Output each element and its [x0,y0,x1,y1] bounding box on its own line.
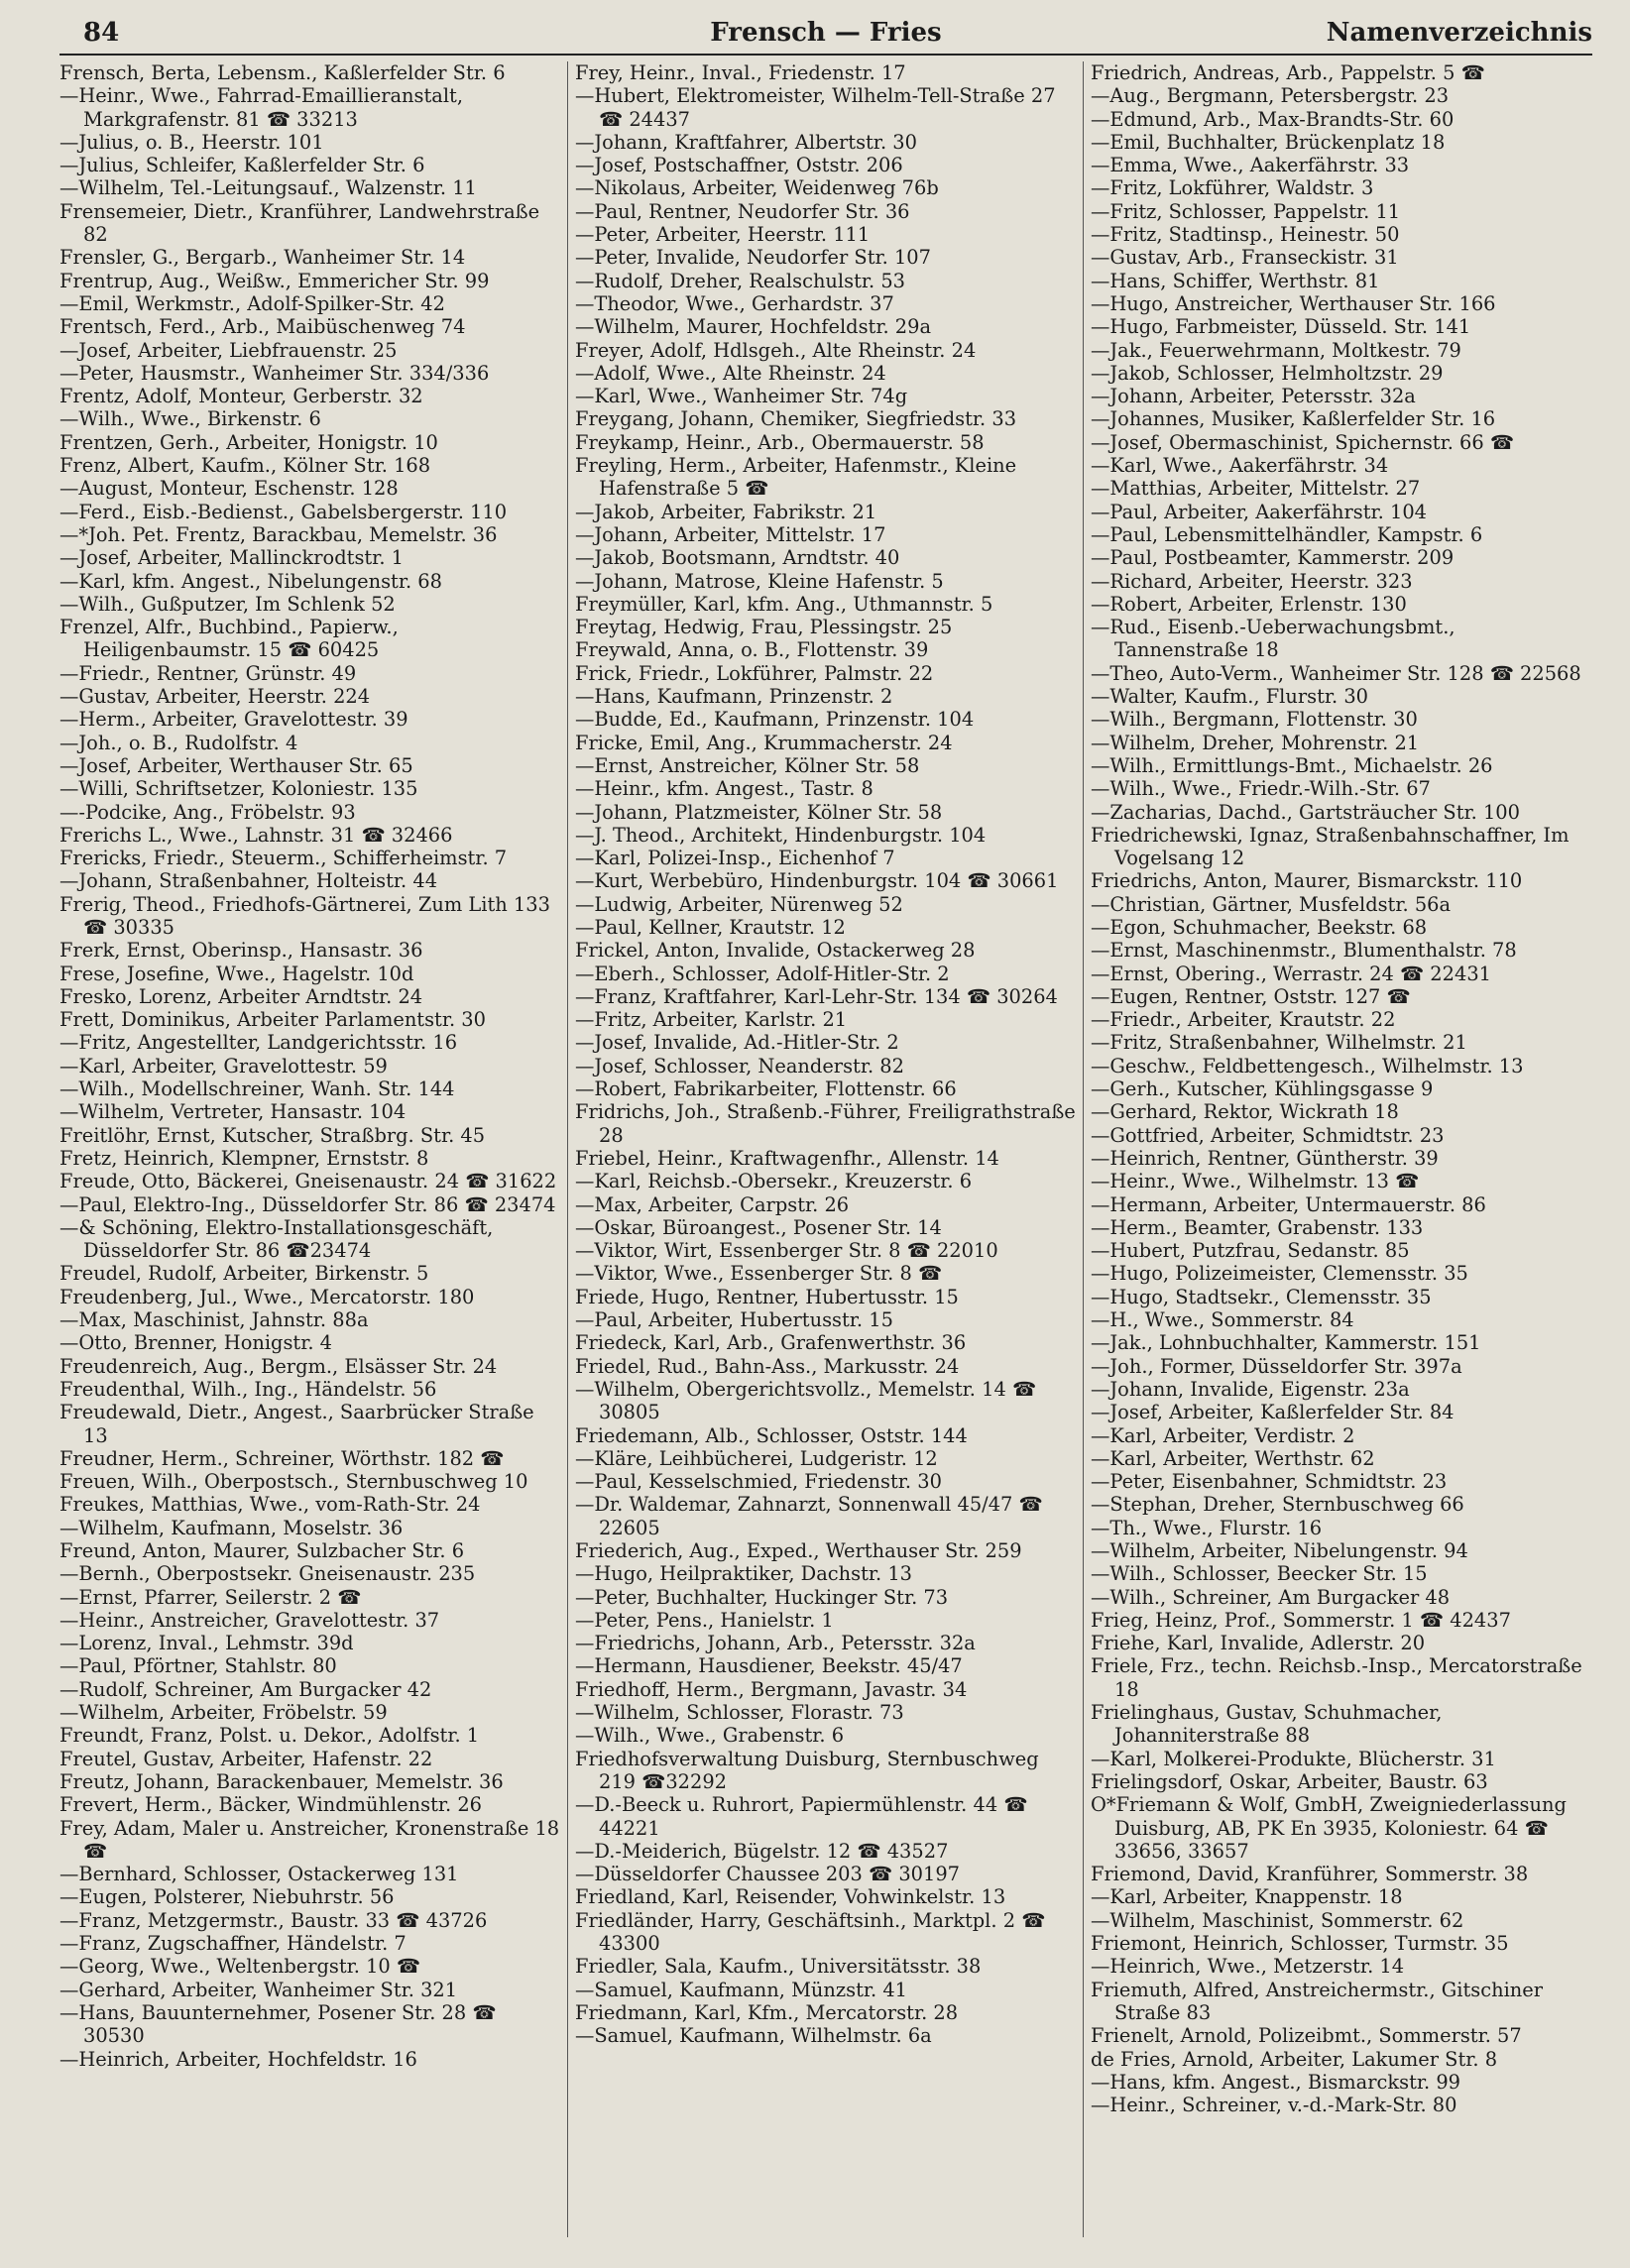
directory-entry: Freudenreich, Aug., Bergm., Elsässer Str. 24 [59,1354,498,1378]
directory-entry: —Johann, Matrose, Kleine Hafenstr. 5 [575,569,944,593]
directory-entry: —Jak., Lohnbuchhalter, Kammerstr. 151 [1091,1331,1481,1355]
directory-entry: —Hugo, Heilpraktiker, Dachstr. 13 [575,1562,913,1586]
directory-entry: —Hugo, Farbmeister, Düsseld. Str. 141 [1091,315,1471,339]
directory-entry: —Herm., Arbeiter, Gravelottestr. 39 [59,708,408,732]
directory-entry: —Samuel, Kaufmann, Wilhelmstr. 6a [575,2024,932,2048]
directory-entry: —Karl, Arbeiter, Gravelottestr. 59 [59,1054,388,1077]
directory-entry: —Paul, Rentner, Neudorfer Str. 36 [575,199,910,223]
directory-entry: Frielinghaus, Gustav, Schuhmacher, Johanniterstraße 88 [1091,1701,1443,1748]
directory-entry: —Josef, Arbeiter, Werthauser Str. 65 [59,753,413,777]
directory-entry: —Franz, Zugschaffner, Händelstr. 7 [59,1932,407,1956]
directory-entry: Freymüller, Karl, kfm. Ang., Uthmannstr. 5 [575,592,993,616]
directory-entry: —Heinrich, Wwe., Metzerstr. 14 [1091,1955,1405,1979]
directory-entry: —Gustav, Arb., Franseckistr. 31 [1091,246,1399,270]
directory-entry: Frenzel, Alfr., Buchbind., Papierw., Heiligenbaumstr. 15 ☎ 60425 [59,616,399,662]
column-divider [567,61,568,2237]
directory-entry: —Hans, Kaufmann, Prinzenstr. 2 [575,685,893,709]
directory-entry: —Johann, Arbeiter, Petersstr. 32a [1091,385,1416,408]
directory-entry: Frerichs L., Wwe., Lahnstr. 31 ☎ 32466 [59,823,453,847]
directory-entry: —Peter, Hausmstr., Wanheimer Str. 334/336 [59,361,490,385]
directory-entry: Frensemeier, Dietr., Kranführer, Landwehrstraße 82 [59,199,540,247]
directory-entry: —Hubert, Elektromeister, Wilhelm-Tell-Straße 27 ☎ 24437 [575,84,1056,131]
column-1 [59,61,560,2242]
directory-entry: —Johann, Platzmeister, Kölner Str. 58 [575,800,943,824]
directory-entry: —Theo, Auto-Verm., Wanheimer Str. 128 ☎ 22568 [1091,661,1581,685]
directory-entry: Friedmann, Karl, Kfm., Mercatorstr. 28 [575,2000,959,2024]
directory-entry: Friedel, Rud., Bahn-Ass., Markusstr. 24 [575,1354,960,1378]
directory-entry: —Walter, Kaufm., Flurstr. 30 [1091,685,1369,709]
directory-entry: Freudenberg, Jul., Wwe., Mercatorstr. 180 [59,1285,475,1308]
directory-entry: —Hans, kfm. Angest., Bismarckstr. 99 [1091,2070,1460,2094]
directory-entry: —Karl, kfm. Angest., Nibelungenstr. 68 [59,569,442,593]
directory-entry: —Emma, Wwe., Aakerfährstr. 33 [1091,154,1410,177]
directory-entry: —Jak., Feuerwehrmann, Moltkestr. 79 [1091,338,1461,362]
directory-entry: Friedland, Karl, Reisender, Vohwinkelstr. 13 [575,1885,1006,1909]
directory-entry: Frienelt, Arnold, Polizeibmt., Sommerstr. 57 [1091,2024,1522,2048]
directory-entry: —Karl, Reichsb.-Obersekr., Kreuzerstr. 6 [575,1170,973,1193]
directory-entry: —Wilh., Schlosser, Beecker Str. 15 [1091,1562,1428,1586]
directory-entry: —Karl, Polizei-Insp., Eichenhof 7 [575,847,895,870]
directory-entry: —Josef, Arbeiter, Kaßlerfelder Str. 84 [1091,1401,1455,1424]
directory-entry: —Fritz, Straßenbahner, Wilhelmstr. 21 [1091,1031,1467,1055]
directory-entry: —Paul, Arbeiter, Aakerfährstr. 104 [1091,500,1428,523]
directory-entry: Friedrichs, Anton, Maurer, Bismarckstr. 110 [1091,869,1523,893]
directory-entry: —*Joh. Pet. Frentz, Barackbau, Memelstr. 36 [59,522,498,546]
directory-entry: —Gerhard, Rektor, Wickrath 18 [1091,1100,1399,1124]
directory-entry: —Hans, Bauunternehmer, Posener Str. 28 ☎ 30530 [59,2000,497,2048]
column-divider [1083,61,1084,2237]
directory-entry: Friedländer, Harry, Geschäftsinh., Marktpl. 2 ☎ 43300 [575,1908,1046,1956]
directory-entry: —Johann, Straßenbahner, Holteistr. 44 [59,869,438,893]
directory-entry: —Max, Maschinist, Jahnstr. 88a [59,1308,369,1332]
directory-entry: —Otto, Brenner, Honigstr. 4 [59,1331,333,1355]
directory-entry: —Heinr., Schreiner, v.-d.-Mark-Str. 80 [1091,2094,1457,2117]
directory-entry: —Oskar, Büroangest., Posener Str. 14 [575,1215,942,1239]
directory-entry: Friedhoff, Herm., Bergmann, Javastr. 34 [575,1677,968,1701]
directory-entry: —Th., Wwe., Flurstr. 16 [1091,1516,1323,1539]
directory-entry: —Kläre, Leihbücherei, Ludgeristr. 12 [575,1446,938,1470]
section-title: Namenverzeichnis [1326,18,1592,48]
directory-entry: Friedhofsverwaltung Duisburg, Sternbuschweg 219 ☎32292 [575,1747,1039,1793]
directory-entry: —Karl, Wwe., Aakerfährstr. 34 [1091,454,1389,478]
directory-entry: Freygang, Johann, Chemiker, Siegfriedstr. 33 [575,407,1017,431]
directory-entry: —Paul, Postbeamter, Kammerstr. 209 [1091,546,1455,570]
directory-entry: Friemond, David, Kranführer, Sommerstr. 38 [1091,1863,1529,1886]
directory-entry: —Herm., Beamter, Grabenstr. 133 [1091,1215,1424,1239]
directory-entry: —Paul, Kellner, Krautstr. 12 [575,915,846,939]
directory-entry: —Emil, Buchhalter, Brückenplatz 18 [1091,130,1446,154]
directory-entry: —Heinr., Anstreicher, Gravelottestr. 37 [59,1608,440,1632]
directory-entry: —Johann, Arbeiter, Mittelstr. 17 [575,522,886,546]
directory-entry: Friedrichewski, Ignaz, Straßenbahnschaffner, Im Vogelsang 12 [1091,823,1570,870]
directory-entry: —Karl, Arbeiter, Verdistr. 2 [1091,1423,1355,1447]
directory-entry: Frevert, Herm., Bäcker, Windmühlenstr. 26 [59,1793,483,1817]
directory-entry: —Heinr., Wwe., Fahrrad-Emaillieranstalt, Markgrafenstr. 81 ☎ 33213 [59,84,464,131]
directory-entry: —Johannes, Musiker, Kaßlerfelder Str. 16 [1091,407,1496,431]
directory-entry: —D.-Meiderich, Bügelstr. 12 ☎ 43527 [575,1839,949,1863]
page-title: Frensch — Fries [710,18,942,48]
directory-entry: —Josef, Obermaschinist, Spichernstr. 66 ☎ [1091,430,1515,454]
directory-entry: Fresko, Lorenz, Arbeiter Arndtstr. 24 [59,984,423,1008]
directory-entry: —Hans, Schiffer, Werthstr. 81 [1091,269,1380,292]
directory-entry: Frensch, Berta, Lebensm., Kaßlerfelder Str. 6 [59,61,506,84]
directory-entry: —Fritz, Angestellter, Landgerichtsstr. 16 [59,1031,458,1055]
directory-entry: —Gerh., Kutscher, Kühlingsgasse 9 [1091,1077,1434,1101]
directory-entry: —Heinrich, Rentner, Güntherstr. 39 [1091,1146,1439,1170]
directory-entry: —Peter, Buchhalter, Huckinger Str. 73 [575,1585,949,1609]
directory-entry: —Georg, Wwe., Weltenbergstr. 10 ☎ [59,1955,421,1979]
directory-entry: —Friedrichs, Johann, Arb., Petersstr. 32a [575,1632,976,1655]
directory-entry: Frey, Adam, Maler u. Anstreicher, Kronenstraße 18 ☎ [59,1816,560,1863]
directory-entry: —Aug., Bergmann, Petersbergstr. 23 [1091,84,1450,108]
directory-entry: —Fritz, Stadtinsp., Heinestr. 50 [1091,223,1400,247]
directory-entry: —Stephan, Dreher, Sternbuschweg 66 [1091,1493,1464,1517]
directory-entry: Freykamp, Heinr., Arb., Obermauerstr. 58 [575,430,985,454]
directory-entry: —Rudolf, Schreiner, Am Burgacker 42 [59,1677,432,1701]
directory-entry: —Friedr., Rentner, Grünstr. 49 [59,661,357,685]
directory-entry: —Joh., Former, Düsseldorfer Str. 397a [1091,1354,1462,1378]
directory-entry: —Paul, Kesselschmied, Friedenstr. 30 [575,1470,942,1494]
directory-entry: —Wilhelm, Arbeiter, Nibelungenstr. 94 [1091,1539,1468,1562]
directory-entry: Friedemann, Alb., Schlosser, Oststr. 144 [575,1423,968,1447]
directory-entry: —Eugen, Rentner, Oststr. 127 ☎ [1091,984,1411,1008]
directory-entry: —Ludwig, Arbeiter, Nürenweg 52 [575,892,903,916]
directory-entry: —Jakob, Bootsmann, Arndtstr. 40 [575,546,900,570]
directory-entry: —Rud., Eisenb.-Ueberwachungsbmt., Tannenstraße 18 [1091,616,1455,662]
directory-entry: —Edmund, Arb., Max-Brandts-Str. 60 [1091,107,1455,131]
directory-entry: —Bernh., Oberpostsekr. Gneisenaustr. 235 [59,1562,476,1586]
directory-entry: —Budde, Ed., Kaufmann, Prinzenstr. 104 [575,708,975,732]
directory-entry: —Nikolaus, Arbeiter, Weidenweg 76b [575,176,939,200]
directory-entry: —Joh., o. B., Rudolfstr. 4 [59,731,298,754]
directory-entry: —Ernst, Anstreicher, Kölner Str. 58 [575,753,920,777]
directory-entry: —Gottfried, Arbeiter, Schmidtstr. 23 [1091,1123,1445,1147]
directory-entry: —Emil, Werkmstr., Adolf-Spilker-Str. 42 [59,291,445,315]
directory-entry: —Wilhelm, Dreher, Mohrenstr. 21 [1091,731,1420,754]
directory-entry: Frentz, Adolf, Monteur, Gerberstr. 32 [59,385,423,408]
directory-entry: —Viktor, Wwe., Essenberger Str. 8 ☎ [575,1262,943,1286]
directory-entry: Friemuth, Alfred, Anstreichermstr., Gitschiner Straße 83 [1091,1978,1544,2024]
directory-entry: —Josef, Schlosser, Neanderstr. 82 [575,1054,904,1077]
directory-entry: Freund, Anton, Maurer, Sulzbacher Str. 6 [59,1539,465,1562]
directory-entry: —Eberh., Schlosser, Adolf-Hitler-Str. 2 [575,962,950,985]
directory-entry: —Theodor, Wwe., Gerhardstr. 37 [575,291,894,315]
directory-entry: —Robert, Fabrikarbeiter, Flottenstr. 66 [575,1077,957,1101]
directory-entry: Freytag, Hedwig, Frau, Plessingstr. 25 [575,616,953,639]
directory-entry: —Eugen, Polsterer, Niebuhrstr. 56 [59,1885,395,1909]
directory-entry: Freitlöhr, Ernst, Kutscher, Straßbrg. Str. 45 [59,1123,486,1147]
directory-entry: —Fritz, Schlosser, Pappelstr. 11 [1091,199,1401,223]
directory-entry: —Max, Arbeiter, Carpstr. 26 [575,1192,850,1216]
directory-entry: —& Schöning, Elektro-Installationsgeschäft, Düsseldorfer Str. 86 ☎23474 [59,1215,494,1263]
directory-entry: O*Friemann & Wolf, GmbH, Zweigniederlassung Duisburg, AB, PK En 3935, Koloniestr. 64 ☎ 33656, 33657 [1091,1793,1567,1863]
directory-entry: —Zacharias, Dachd., Gartsträucher Str. 100 [1091,800,1520,824]
directory-entry: —Samuel, Kaufmann, Münzstr. 41 [575,1978,908,2001]
directory-entry: —Peter, Eisenbahner, Schmidtstr. 23 [1091,1470,1448,1494]
directory-entry: —Fritz, Lokführer, Waldstr. 3 [1091,176,1374,200]
directory-entry: —Wilhelm, Arbeiter, Fröbelstr. 59 [59,1701,388,1725]
directory-entry: —Wilhelm, Maurer, Hochfeldstr. 29a [575,315,932,339]
directory-entry: —Josef, Arbeiter, Mallinckrodtstr. 1 [59,546,404,570]
directory-entry: Frieg, Heinz, Prof., Sommerstr. 1 ☎ 42437 [1091,1608,1511,1632]
directory-entry: —Wilh., Bergmann, Flottenstr. 30 [1091,708,1418,732]
directory-entry: Friedeck, Karl, Arb., Grafenwerthstr. 36 [575,1331,967,1355]
directory-entry: —Karl, Arbeiter, Knappenstr. 18 [1091,1885,1403,1909]
directory-entry: —Hermann, Arbeiter, Untermauerstr. 86 [1091,1192,1486,1216]
directory-entry: —August, Monteur, Eschenstr. 128 [59,477,399,501]
directory-entry: Friederich, Aug., Exped., Werthauser Str. 259 [575,1539,1022,1562]
directory-entry: —Gustav, Arbeiter, Heerstr. 224 [59,685,371,709]
directory-entry: —Friedr., Arbeiter, Krautstr. 22 [1091,1008,1396,1032]
directory-entry: —Heinr., kfm. Angest., Tastr. 8 [575,777,873,801]
directory-entry: —Wilhelm, Kaufmann, Moselstr. 36 [59,1516,404,1539]
directory-entry: —Ernst, Maschinenmstr., Blumenthalstr. 78 [1091,939,1517,963]
directory-entry: —Heinrich, Arbeiter, Hochfeldstr. 16 [59,2047,417,2071]
directory-entry: Fretz, Heinrich, Klempner, Ernststr. 8 [59,1146,429,1170]
directory-entry: —Wilh., Wwe., Birkenstr. 6 [59,407,321,431]
directory-entry: —D.-Beeck u. Ruhrort, Papiermühlenstr. 44 ☎ 44221 [575,1793,1028,1840]
directory-entry: Friehe, Karl, Invalide, Adlerstr. 20 [1091,1632,1426,1655]
directory-entry: Friedrich, Andreas, Arb., Pappelstr. 5 ☎ [1091,61,1485,84]
directory-entry: —Robert, Arbeiter, Erlenstr. 130 [1091,592,1407,616]
directory-entry: —Franz, Metzgermstr., Baustr. 33 ☎ 43726 [59,1908,488,1932]
directory-entry: —J. Theod., Architekt, Hindenburgstr. 104 [575,823,987,847]
directory-entry: Frielingsdorf, Oskar, Arbeiter, Baustr. 63 [1091,1769,1488,1793]
directory-entry: —Richard, Arbeiter, Heerstr. 323 [1091,569,1413,593]
directory-entry: Freutz, Johann, Barackenbauer, Memelstr. 36 [59,1769,504,1793]
directory-entry: Frickel, Anton, Invalide, Ostackerweg 28 [575,939,976,963]
directory-entry: —H., Wwe., Sommerstr. 84 [1091,1308,1354,1332]
directory-entry: —Paul, Elektro-Ing., Düsseldorfer Str. 86 ☎ 23474 [59,1192,556,1216]
directory-entry: —Paul, Arbeiter, Hubertusstr. 15 [575,1308,893,1332]
directory-entry: Freywald, Anna, o. B., Flottenstr. 39 [575,638,929,662]
directory-entry: —Wilhelm, Vertreter, Hansastr. 104 [59,1100,407,1124]
directory-entry: —Ernst, Obering., Werrastr. 24 ☎ 22431 [1091,962,1491,985]
directory-entry: —Matthias, Arbeiter, Mittelstr. 27 [1091,477,1421,501]
directory-entry: Friele, Frz., techn. Reichsb.-Insp., Mercatorstraße 18 [1091,1654,1582,1701]
directory-entry: —Karl, Molkerei-Produkte, Blücherstr. 31 [1091,1747,1496,1770]
directory-entry: —Peter, Invalide, Neudorfer Str. 107 [575,246,931,270]
directory-entry: —Lorenz, Inval., Lehmstr. 39d [59,1632,354,1655]
directory-entry: —Dr. Waldemar, Zahnarzt, Sonnenwall 45/47 ☎ 22605 [575,1493,1043,1539]
directory-entry: —Hugo, Polizeimeister, Clemensstr. 35 [1091,1262,1468,1286]
directory-entry: —Wilhelm, Schlosser, Florastr. 73 [575,1701,904,1725]
directory-entry: —Julius, o. B., Heerstr. 101 [59,130,324,154]
directory-entry: —Peter, Pens., Hanielstr. 1 [575,1608,834,1632]
directory-entry: —Karl, Wwe., Wanheimer Str. 74g [575,385,908,408]
directory-entry: —Wilhelm, Obergerichtsvollz., Memelstr. 14 ☎ 30805 [575,1377,1037,1424]
directory-entry: Frerk, Ernst, Oberinsp., Hansastr. 36 [59,939,423,963]
page-header [59,16,1592,56]
directory-entry: —Rudolf, Dreher, Realschulstr. 53 [575,269,906,292]
directory-entry: Friede, Hugo, Rentner, Hubertusstr. 15 [575,1285,959,1308]
directory-entry: Freyer, Adolf, Hdlsgeh., Alte Rheinstr. 24 [575,338,977,362]
directory-entry: Freukes, Matthias, Wwe., vom-Rath-Str. 24 [59,1493,481,1517]
directory-entry: Freudel, Rudolf, Arbeiter, Birkenstr. 5 [59,1262,429,1286]
directory-entry: —Düsseldorfer Chaussee 203 ☎ 30197 [575,1863,961,1886]
directory-entry: —Paul, Pförtner, Stahlstr. 80 [59,1654,337,1678]
directory-entry: —Julius, Schleifer, Kaßlerfelder Str. 6 [59,154,425,177]
directory-entry: Friedler, Sala, Kaufm., Universitätsstr. 38 [575,1955,982,1979]
directory-entry: Frentsch, Ferd., Arb., Maibüschenweg 74 [59,315,466,339]
directory-entry: Fridrichs, Joh., Straßenb.-Führer, Freiligrathstraße 28 [575,1100,1076,1147]
directory-entry: —Josef, Arbeiter, Liebfrauenstr. 25 [59,338,398,362]
directory-entry: Freutel, Gustav, Arbeiter, Hafenstr. 22 [59,1747,433,1770]
directory-entry: —Wilh., Wwe., Grabenstr. 6 [575,1724,845,1748]
directory-entry: —Josef, Postschaffner, Oststr. 206 [575,154,903,177]
directory-entry: —Josef, Invalide, Ad.-Hitler-Str. 2 [575,1031,899,1055]
directory-entry: Frentzen, Gerh., Arbeiter, Honigstr. 10 [59,430,438,454]
directory-entry: Frenz, Albert, Kaufm., Kölner Str. 168 [59,454,431,478]
directory-entry: —Adolf, Wwe., Alte Rheinstr. 24 [575,361,886,385]
directory-entry: Freudner, Herm., Schreiner, Wörthstr. 182 ☎ [59,1446,505,1470]
page-number: 84 [83,18,120,48]
directory-entry: Frett, Dominikus, Arbeiter Parlamentstr. 30 [59,1008,486,1032]
directory-entry: —Egon, Schuhmacher, Beekstr. 68 [1091,915,1428,939]
directory-entry: —Franz, Kraftfahrer, Karl-Lehr-Str. 134 ☎ 30264 [575,984,1058,1008]
directory-entry: Frese, Josefine, Wwe., Hagelstr. 10d [59,962,414,985]
directory-entry: Freudenthal, Wilh., Ing., Händelstr. 56 [59,1377,437,1401]
directory-entry: Freudewald, Dietr., Angest., Saarbrücker Straße 13 [59,1401,534,1447]
directory-entry: —Hugo, Anstreicher, Werthauser Str. 166 [1091,291,1496,315]
directory-entry: —Wilh., Modellschreiner, Wanh. Str. 144 [59,1077,455,1101]
directory-entry: Frensler, G., Bergarb., Wanheimer Str. 14 [59,246,466,270]
directory-entry: —Wilhelm, Maschinist, Sommerstr. 62 [1091,1908,1464,1932]
directory-entry: Freuen, Wilh., Oberpostsch., Sternbuschweg 10 [59,1470,528,1494]
directory-entry: —Geschw., Feldbettengesch., Wilhelmstr. 13 [1091,1054,1524,1077]
directory-entry: —Hubert, Putzfrau, Sedanstr. 85 [1091,1239,1410,1263]
directory-entry: Frey, Heinr., Inval., Friedenstr. 17 [575,61,906,84]
column-2 [575,61,1076,2242]
directory-entry: —Kurt, Werbebüro, Hindenburgstr. 104 ☎ 30661 [575,869,1059,893]
directory-entry: —Willi, Schriftsetzer, Koloniestr. 135 [59,777,418,801]
directory-entry: de Fries, Arnold, Arbeiter, Lakumer Str. 8 [1091,2047,1498,2071]
directory-entry: Friebel, Heinr., Kraftwagenfhr., Allenstr. 14 [575,1146,999,1170]
directory-entry: —Hermann, Hausdiener, Beekstr. 45/47 [575,1654,963,1678]
directory-entry: Friemont, Heinrich, Schlosser, Turmstr. 35 [1091,1932,1509,1956]
directory-entry: —Jakob, Schlosser, Helmholtzstr. 29 [1091,361,1444,385]
directory-entry: Freyling, Herm., Arbeiter, Hafenmstr., Kleine Hafenstraße 5 ☎ [575,454,1017,501]
directory-entry: —Bernhard, Schlosser, Ostackerweg 131 [59,1863,459,1886]
directory-entry: —Ferd., Eisb.-Bedienst., Gabelsbergerstr. 110 [59,500,508,523]
directory-entry: —Karl, Arbeiter, Werthstr. 62 [1091,1446,1375,1470]
directory-entry: Freude, Otto, Bäckerei, Gneisenaustr. 24 ☎ 31622 [59,1170,557,1193]
column-3 [1091,61,1591,2242]
directory-entry: —Wilh., Schreiner, Am Burgacker 48 [1091,1585,1451,1609]
directory-entry: —Hugo, Stadtsekr., Clemensstr. 35 [1091,1285,1432,1308]
directory-entry: —Peter, Arbeiter, Heerstr. 111 [575,223,871,247]
directory-entry: —Wilh., Wwe., Friedr.-Wilh.-Str. 67 [1091,777,1431,801]
directory-entry: —Paul, Lebensmittelhändler, Kampstr. 6 [1091,522,1483,546]
directory-entry: —Wilh., Gußputzer, Im Schlenk 52 [59,592,396,616]
directory-entry: —Heinr., Wwe., Wilhelmstr. 13 ☎ [1091,1170,1420,1193]
directory-entry: Frerig, Theod., Friedhofs-Gärtnerei, Zum Lith 133 ☎ 30335 [59,892,550,939]
directory-entry: —Gerhard, Arbeiter, Wanheimer Str. 321 [59,1978,458,2001]
directory-entry: —Fritz, Arbeiter, Karlstr. 21 [575,1008,848,1032]
directory-entry: —Viktor, Wirt, Essenberger Str. 8 ☎ 22010 [575,1239,998,1263]
directory-entry: Frentrup, Aug., Weißw., Emmericher Str. 99 [59,269,490,292]
directory-entry: —Johann, Invalide, Eigenstr. 23a [1091,1377,1410,1401]
directory-entry: Fricke, Emil, Ang., Krummacherstr. 24 [575,731,953,754]
directory-entry: —-Podcike, Ang., Fröbelstr. 93 [59,800,356,824]
directory-entry: —Wilhelm, Tel.-Leitungsauf., Walzenstr. 11 [59,176,477,200]
directory-entry: Freundt, Franz, Polst. u. Dekor., Adolfstr. 1 [59,1724,480,1748]
directory-entry: —Ernst, Pfarrer, Seilerstr. 2 ☎ [59,1585,362,1609]
directory-entry: Frericks, Friedr., Steuerm., Schifferheimstr. 7 [59,847,508,870]
directory-entry: —Wilh., Ermittlungs-Bmt., Michaelstr. 26 [1091,753,1493,777]
directory-page [59,16,1592,2256]
directory-entry: —Johann, Kraftfahrer, Albertstr. 30 [575,130,917,154]
directory-entry: Frick, Friedr., Lokführer, Palmstr. 22 [575,661,934,685]
directory-entry: —Christian, Gärtner, Musfeldstr. 56a [1091,892,1452,916]
directory-entry: —Jakob, Arbeiter, Fabrikstr. 21 [575,500,877,523]
